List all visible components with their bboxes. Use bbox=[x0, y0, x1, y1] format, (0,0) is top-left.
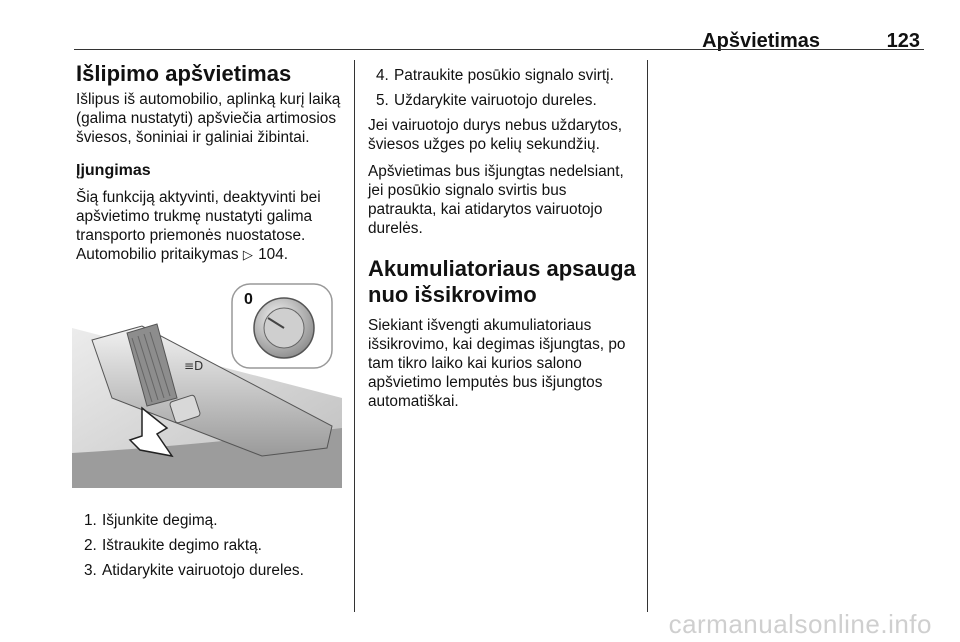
list-item: 3. Atidarykite vairuotojo dureles. bbox=[84, 562, 304, 579]
column-divider-left bbox=[354, 60, 355, 612]
activation-text: Šią funkciją aktyvinti, deaktyvinti bei apšvietimo trukmę nustatyti galima transporto priemonės nuostatose. Automobilio pritaikymas bbox=[76, 189, 321, 263]
battery-paragraph: Siekiant išvengti akumuliatoriaus išsikrovimo, kai degimas išjungtas, po tam tikro laiko kai kurios salono apšvietimo lemputės bus išjungtos automatiškai. bbox=[368, 317, 626, 410]
steps-list-right bbox=[368, 66, 636, 110]
activation-paragraph bbox=[76, 188, 342, 264]
turn-signal-lever-illustration bbox=[72, 278, 342, 488]
column-divider-right bbox=[647, 60, 648, 612]
svg-text:≡D: ≡D bbox=[184, 359, 204, 373]
left-column bbox=[76, 60, 342, 586]
list-item: 1. Išjunkite degimą. bbox=[84, 512, 218, 529]
right-column bbox=[368, 60, 636, 411]
list-item: 2. Ištraukite degimo raktą. bbox=[84, 537, 262, 554]
intro-paragraph: Išlipus iš automobilio, aplinką kurį laiką (galima nustatyti) apšviečia artimosios šviesos, šoniniai ir galiniai žibintai. bbox=[76, 91, 341, 146]
page-number: 123 bbox=[886, 30, 920, 52]
section-heading-battery-protection: Akumuliatoriaus apsauga nuo išsikrovimo bbox=[368, 256, 636, 307]
watermark: carmanualsonline.info bbox=[668, 609, 932, 639]
steps-list-left bbox=[76, 511, 342, 580]
subheading-activation: Įjungimas bbox=[76, 162, 151, 179]
section-heading-exit-lighting: Išlipimo apšvietimas bbox=[76, 61, 292, 86]
list-item: 5. Uždarykite vairuotojo dureles. bbox=[376, 92, 597, 109]
page-reference-link[interactable]: 104. bbox=[258, 246, 289, 263]
lever-paragraph: Apšvietimas bus išjungtas nedelsiant, jei posūkio signalo svirtis bus patraukta, kai atidarytos vairuotojo durelės. bbox=[368, 163, 624, 237]
list-item: 4. Patraukite posūkio signalo svirtį. bbox=[376, 67, 614, 84]
door-paragraph: Jei vairuotojo durys nebus uždarytos, šviesos užges po kelių sekundžių. bbox=[368, 117, 623, 153]
ignition-position-label: 0 bbox=[244, 291, 253, 308]
page-header bbox=[74, 24, 924, 52]
page-reference-arrow-icon: ▷ bbox=[242, 247, 253, 262]
header-rule bbox=[74, 49, 924, 50]
page-title: Apšvietimas bbox=[702, 30, 820, 52]
